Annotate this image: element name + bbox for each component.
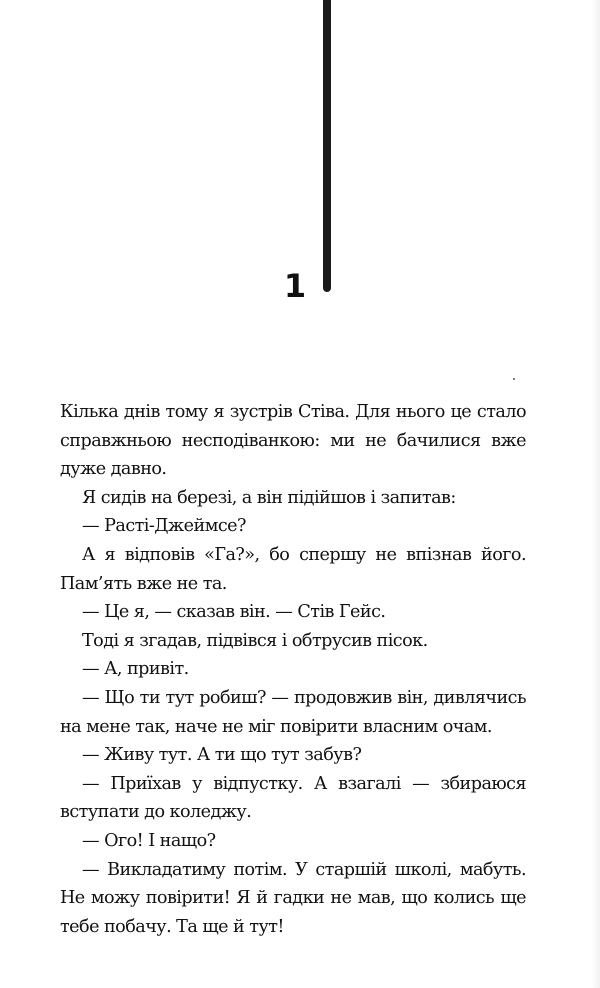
text-line: тебе побачу. Та ще й тут! <box>60 916 284 937</box>
text-line: Не можу повірити! Я й гадки не мав, що колись ще <box>60 888 526 909</box>
text-line: — Це я, — сказав він. — Стів Гейс. <box>82 602 386 623</box>
text-line: Тоді я згадав, підвівся і обтрусив пісок. <box>82 630 428 651</box>
text-line: Кілька днів тому я зустрів Стіва. Для нього це стало <box>60 402 526 422</box>
chapter-rule <box>323 0 331 292</box>
text-line: — Викладатиму потім. У старшій школі, мабуть. <box>82 859 526 880</box>
text-line: — Що ти тут робиш? — продовжив він, дивлячись <box>82 687 526 708</box>
page-edge <box>592 0 600 988</box>
text-line: на мене так, наче не міг повірити власним очам. <box>60 716 492 737</box>
body-text <box>60 398 526 941</box>
text-line: — А, привіт. <box>82 659 189 680</box>
text-line: — Расті-Джеймсе? <box>82 516 246 537</box>
text-line: — Ого! І нащо? <box>82 830 216 851</box>
text-line: Я сидів на березі, а він підійшов і запитав: <box>82 487 456 508</box>
text-line: Пам’ять вже не та. <box>60 573 227 594</box>
text-line: дуже давно. <box>60 459 167 480</box>
print-speck <box>513 378 515 380</box>
text-line: — Приїхав у відпустку. А взагалі — збираюся <box>82 773 526 794</box>
text-line: вступати до коледжу. <box>60 802 252 823</box>
text-line: А я відповів «Га?», бо спершу не впізнав його. <box>82 544 526 565</box>
text-line: справжньою несподіванкою: ми не бачилися вже <box>60 430 526 451</box>
text-line: — Живу тут. А ти що тут забув? <box>82 745 362 766</box>
chapter-number: 1 <box>283 267 307 305</box>
